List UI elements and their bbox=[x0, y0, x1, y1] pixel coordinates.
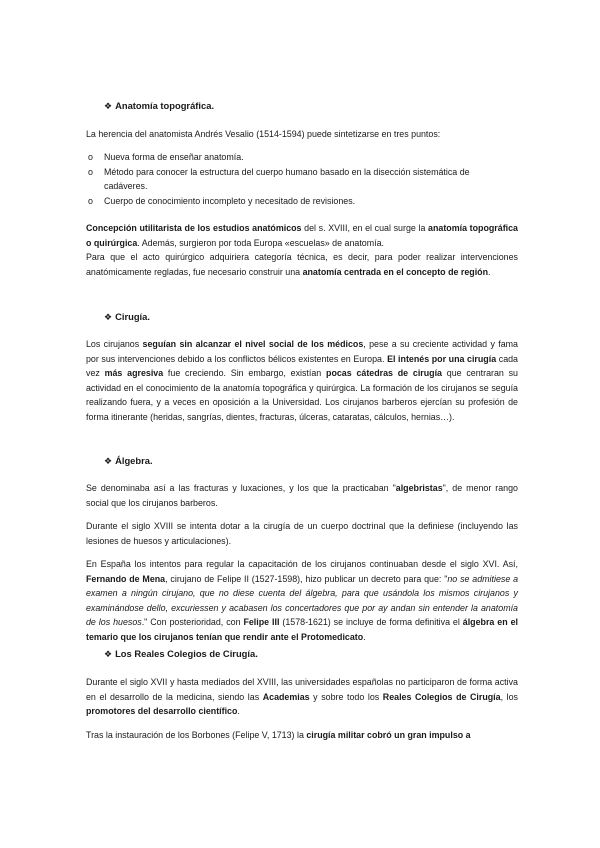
section-heading-cirugia: ❖ Cirugía. bbox=[104, 311, 150, 322]
circle-bullet-icon: o bbox=[88, 166, 93, 177]
circle-bullet-icon: o bbox=[88, 195, 93, 206]
diamond-bullet-icon: ❖ bbox=[104, 101, 113, 111]
list-item: o Cuerpo de conocimiento incompleto y necesitado de revisiones. bbox=[88, 194, 518, 209]
paragraph-doctrinal: Durante el siglo XVIII se intenta dotar a la cirugía de un cuerpo doctrinal que la definiese (incluyendo las lesiones de huesos y articulaciones). bbox=[86, 521, 518, 546]
section-heading-algebra: ❖ Álgebra. bbox=[104, 455, 153, 466]
paragraph-espana: En España los intentos para regular la capacitación de los cirujanos continuaban desde el siglo XVI. Así, Fernando de Mena, cirujano de Felipe II (1527-1598), hizo publicar un decreto para que: "no se admitiese a examen a ningún cirujano, que no diese cuenta del álgebra, para que usándola los mismos cirujanos y examinándose dello, excuriessen y acabasen los concertadores que por ay andan sin entender la anatomía de los huesos." Con posterioridad, con Felipe III (1578-1621) se incluye de forma definitiva el álgebra en el temario que los cirujanos tenían que rendir ante el Protomedicato. bbox=[86, 559, 519, 642]
section-heading-anatomia: ❖ Anatomía topográfica. bbox=[104, 100, 215, 111]
paragraph-region: Para que el acto quirúrgico adquiriera categoría técnica, es decir, para poder realizar intervenciones anatómicamente regladas, fue necesario construir una anatomía centrada en el concepto de región. bbox=[86, 252, 518, 277]
diamond-bullet-icon: ❖ bbox=[104, 312, 113, 322]
paragraph-borbones: Tras la instauración de los Borbones (Felipe V, 1713) la cirugía militar cobró un gran impulso a bbox=[86, 730, 471, 740]
diamond-bullet-icon: ❖ bbox=[104, 649, 113, 659]
vesalio-list bbox=[88, 150, 518, 208]
section-heading-reales-colegios: ❖ Los Reales Colegios de Cirugía. bbox=[104, 648, 258, 659]
list-item: o Nueva forma de enseñar anatomía. bbox=[88, 150, 518, 165]
circle-bullet-icon: o bbox=[88, 152, 93, 162]
paragraph-utilitarista: Concepción utilitarista de los estudios anatómicos del s. XVIII, en el cual surge la anatomía topográfica o quirúrgica. Además, surgieron por toda Europa «escuelas» de anatomía. bbox=[86, 223, 518, 248]
list-item: o Método para conocer la estructura del cuerpo humano basado en la disección sistemática de cadáveres. bbox=[88, 166, 470, 191]
paragraph-vesalio: La herencia del anatomista Andrés Vesalio (1514-1594) puede sintetizarse en tres puntos: bbox=[86, 129, 441, 139]
diamond-bullet-icon: ❖ bbox=[104, 456, 113, 466]
paragraph-universidades: Durante el siglo XVII y hasta mediados del XVIII, las universidades españolas no participaron de forma activa en el desarrollo de la medicina, siendo las Academias y sobre todo los Reales Colegios de Cirugía, los promotores del desarrollo científico. bbox=[86, 677, 518, 716]
paragraph-algebristas: Se denominaba así a las fracturas y luxaciones, y los que la practicaban "algebristas", de menor rango social que los cirujanos barberos. bbox=[86, 483, 518, 508]
paragraph-cirujanos: Los cirujanos seguían sin alcanzar el nivel social de los médicos, pese a su creciente actividad y fama por sus intervenciones debido a los conflictos bélicos existentes en Europa. El intenés por una cirugía cada vez más agresiva fue creciendo. Sin embargo, existían pocas cátedras de cirugía que centraran su actividad en el conocimiento de la anatomía topográfica y quirúrgica. La formación de los cirujanos se seguía realizando fuera, y a veces en oposición a la Universidad. Los cirujanos barberos ejercían su profesión de forma itinerante (heridas, sangrías, dientes, fracturas, úlceras, cataratas, cálculos, hernias…). bbox=[86, 339, 518, 422]
